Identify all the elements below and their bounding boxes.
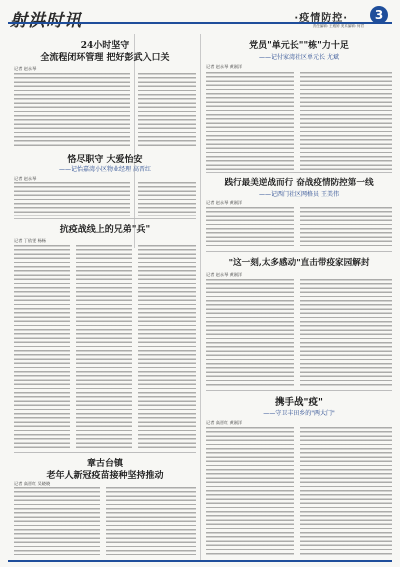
article-3-headline: 恪尽职守 大爱怡安 xyxy=(67,155,143,165)
article-2-subhead: ——记付家湾社区单元长 尤斌 xyxy=(259,54,339,61)
newspaper-brand: 射洪时讯 xyxy=(10,11,82,31)
article-8-headline: 携手战"疫" xyxy=(275,397,323,408)
section-divider xyxy=(14,452,196,453)
column-divider xyxy=(134,34,135,248)
article-7-headline-2: 老年人新冠疫苗接种坚持推动 xyxy=(46,471,164,481)
section-tag: ·疫情防控· xyxy=(294,13,348,24)
article-4-subhead: ——记西门社区网格员 王美伟 xyxy=(259,191,339,198)
article-7-body-col-2 xyxy=(106,487,196,555)
article-8-byline: 记者 高晋红 黄刚洋 xyxy=(206,420,243,425)
column-divider xyxy=(200,34,201,562)
article-8-body-col-1 xyxy=(206,427,294,555)
footer-rule xyxy=(8,560,392,562)
article-5-body-col-2 xyxy=(76,245,132,450)
article-3-body-col-1 xyxy=(14,182,130,216)
article-5-byline: 记者 丁依雯 杨杨 xyxy=(14,238,46,243)
article-5-headline: 抗疫战线上的兄弟"兵" xyxy=(59,225,151,235)
article-1-headline-2: 全流程闭环管理 把好彭武入口关 xyxy=(40,53,170,63)
article-5-body-col-1 xyxy=(14,245,70,450)
section-divider xyxy=(14,218,196,219)
article-5-body-col-3 xyxy=(138,245,196,450)
section-divider xyxy=(206,251,392,252)
article-1-byline: 记者 赵永琴 xyxy=(14,66,37,71)
page-number-badge: 3 xyxy=(370,6,388,24)
article-8-subhead: ——守卫丰田乡的"两大门" xyxy=(263,410,335,417)
article-6-byline: 记者 赵永琴 黄刚洋 xyxy=(206,272,243,277)
article-7-byline: 记者 高晋红 吴晓晓 xyxy=(14,481,51,486)
article-2-byline: 记者 赵永琴 黄刚洋 xyxy=(206,64,243,69)
article-6-body-col-2 xyxy=(300,279,392,387)
masthead-sub-info: 责任编辑: 王雅婷 美术编辑: 何君 xyxy=(312,24,364,28)
article-1-body-col-1 xyxy=(14,73,130,147)
article-2-body-col-2 xyxy=(300,72,392,170)
article-2-headline: 党员"单元长""栋"力十足 xyxy=(249,41,349,51)
article-7-headline-1: 章古台镇 xyxy=(86,459,123,469)
section-divider xyxy=(206,390,392,391)
article-1-body-col-2 xyxy=(138,73,196,147)
article-4-body-col-1 xyxy=(206,207,294,249)
article-3-byline: 记者 赵永琴 xyxy=(14,176,37,181)
article-3-body-col-2 xyxy=(138,182,196,216)
article-4-headline: 践行最美逆战而行 奋战疫情防控第一线 xyxy=(224,178,374,188)
article-2-body-col-1 xyxy=(206,72,294,170)
article-6-body-col-1 xyxy=(206,279,294,387)
article-4-body-col-2 xyxy=(300,207,392,249)
article-4-byline: 记者 赵永琴 黄刚洋 xyxy=(206,200,243,205)
article-1-headline-1: 24小时坚守 xyxy=(80,41,130,51)
section-divider xyxy=(206,172,392,173)
article-8-body-col-2 xyxy=(300,427,392,555)
article-7-body-col-1 xyxy=(14,487,100,555)
article-3-subhead: ——记怡嘉湾小区物业经理 高晋红 xyxy=(59,166,151,173)
article-6-headline: "这一刻,太多感动"直击带疫家园解封 xyxy=(228,258,370,268)
